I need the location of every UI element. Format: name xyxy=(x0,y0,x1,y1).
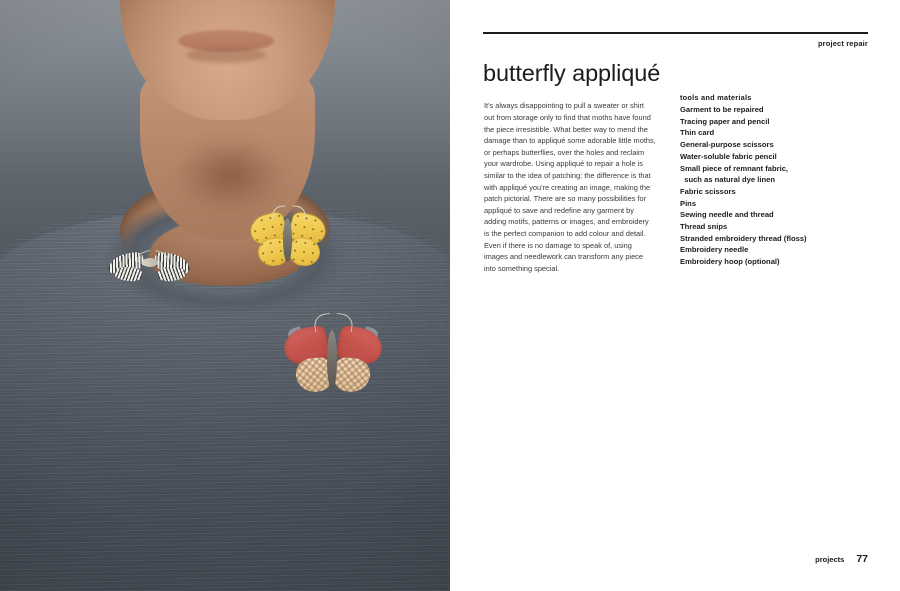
list-item: Sewing needle and thread xyxy=(680,210,774,220)
header-rule xyxy=(483,32,868,34)
page-number: 77 xyxy=(856,553,868,565)
grey-moth-applique xyxy=(108,250,192,290)
red-butterfly-applique xyxy=(282,318,384,398)
footer-section-label: projects xyxy=(815,555,845,564)
list-item: Pins xyxy=(680,198,697,208)
yellow-butterfly-body xyxy=(283,218,292,262)
page-footer xyxy=(815,553,868,565)
list-item: Tracing paper and pencil xyxy=(680,116,770,126)
list-item: Embroidery hoop (optional) xyxy=(680,257,780,267)
text-right-page xyxy=(450,0,900,591)
list-item: Embroidery needle xyxy=(680,245,749,255)
running-head: project repair xyxy=(817,39,868,48)
list-item: Thread snips xyxy=(680,222,728,232)
list-item: Garment to be repaired xyxy=(680,105,764,114)
page-title: butterfly appliqué xyxy=(483,59,661,86)
lip-shadow xyxy=(186,47,266,63)
intro-paragraph: It's always disappointing to pull a sweater or shirt out from storage only to find that moths have found the piece irresistible. What better way to mend the damage than to appliqué some adorable little moths, or perhaps butterflies, over the holes and reclaim your wardrobe. Using appliqué to repair a hole is similar to the idea of patching; the difference is that with appliqué you're creating an image, making the patch pictorial. There are so many possibilities for appliqué to save and redefine any garment by adding motifs, patterns or images, and embroidery is the perfect companion to add colour and detail. Even if there is no damage to speak of, using images and needlework can transform any piece into something special. xyxy=(484,101,656,273)
list-item: Water-soluble fabric pencil xyxy=(680,151,777,161)
list-item: Stranded embroidery thread (floss) xyxy=(680,233,807,243)
list-item: General-purpose scissors xyxy=(680,140,774,150)
list-item: such as natural dye linen xyxy=(680,175,775,185)
list-item: Thin card xyxy=(680,128,715,138)
red-butterfly-body xyxy=(327,330,337,390)
yellow-butterfly-applique xyxy=(248,212,328,274)
list-item: Fabric scissors xyxy=(680,186,736,196)
tools-heading: tools and materials xyxy=(680,93,752,102)
tools-and-materials-block xyxy=(680,93,880,268)
tools-list xyxy=(680,104,880,268)
list-item: Small piece of remnant fabric, xyxy=(680,163,789,173)
